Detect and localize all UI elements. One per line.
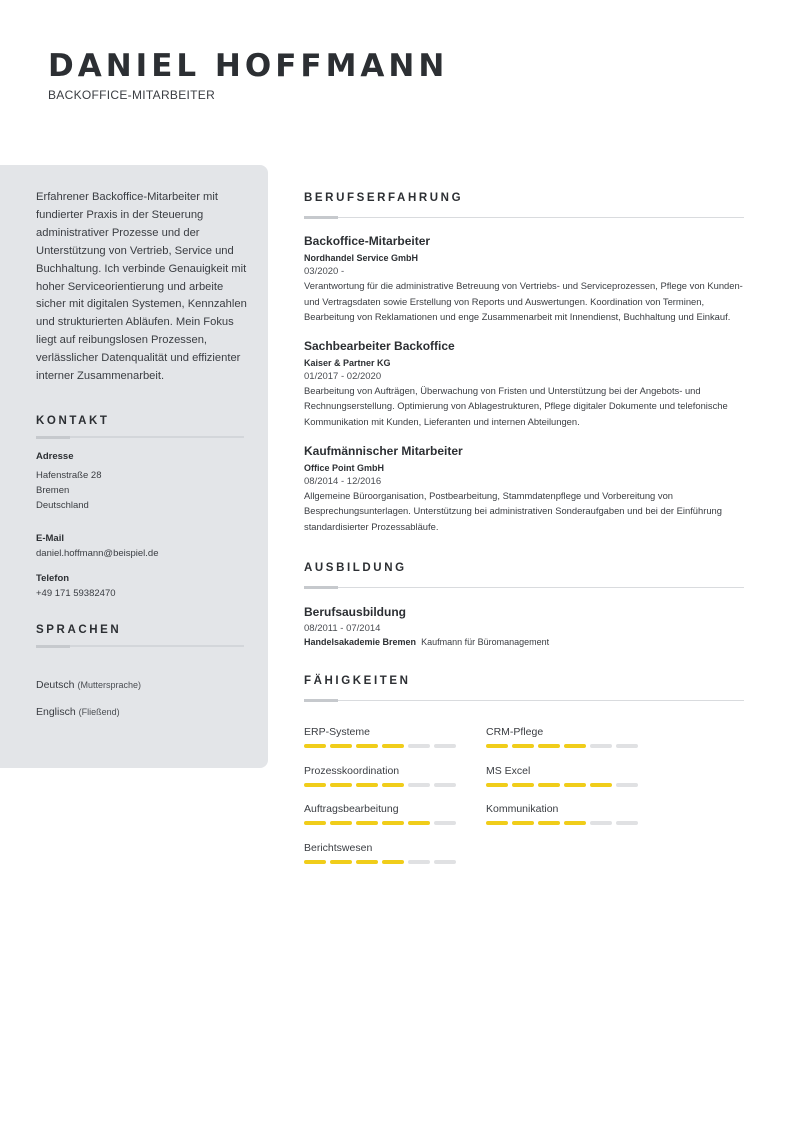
experience-divider	[304, 217, 744, 218]
skill-segment-filled	[538, 783, 560, 787]
skill-level-bar	[304, 860, 464, 864]
contact-heading: KONTAKT	[36, 414, 110, 427]
job-entry	[304, 339, 744, 430]
skill-segment-filled	[512, 744, 534, 748]
skill-segment-filled	[486, 783, 508, 787]
skill-item	[304, 765, 464, 787]
skill-name: CRM-Pflege	[486, 726, 544, 739]
language-item	[36, 706, 244, 718]
skill-segment-filled	[330, 860, 352, 864]
experience-section	[304, 192, 744, 534]
skill-name: Prozesskoordination	[304, 764, 400, 777]
language-level: (Muttersprache)	[77, 679, 141, 690]
education-divider	[304, 587, 744, 588]
skill-segment-filled	[304, 860, 326, 864]
skill-segment-filled	[512, 783, 534, 787]
skill-level-bar	[304, 821, 464, 825]
skill-item	[304, 726, 464, 748]
skill-segment-empty	[408, 783, 430, 787]
experience-heading: BERUFSERFAHRUNG	[304, 192, 464, 204]
skill-segment-empty	[590, 744, 612, 748]
education-section	[304, 562, 744, 647]
skill-segment-filled	[564, 744, 586, 748]
job-description: Allgemeine Büroorganisation, Postbearbeitung, Stammdatenpflege und Vorbereitung von Besprechungsunterlagen. Unterstützung bei administrativen Sonderaufgaben und bei der Einführung standardisierter Prozessabläufe.	[304, 489, 722, 532]
skill-segment-empty	[408, 860, 430, 864]
skills-section	[304, 675, 744, 886]
job-entry	[304, 234, 744, 325]
job-entry	[304, 444, 744, 535]
skill-segment-filled	[486, 744, 508, 748]
email-link[interactable]: daniel.hoffmann@beispiel.de	[36, 547, 159, 559]
skill-segment-filled	[304, 821, 326, 825]
main-content	[304, 192, 744, 886]
address-street: Hafenstraße 28	[36, 469, 102, 481]
education-school: Handelsakademie Bremen	[304, 637, 417, 648]
address-country: Deutschland	[36, 499, 89, 511]
skill-name: Kommunikation	[486, 803, 559, 816]
skill-segment-filled	[538, 744, 560, 748]
skill-segment-filled	[590, 783, 612, 787]
education-title: Berufsausbildung	[304, 605, 407, 620]
contact-section	[36, 415, 244, 601]
skill-segment-filled	[382, 821, 404, 825]
skill-segment-empty	[616, 821, 638, 825]
skill-name: MS Excel	[486, 764, 531, 777]
skill-name: Berichtswesen	[304, 841, 373, 854]
job-company: Office Point GmbH	[304, 462, 385, 473]
skill-segment-empty	[590, 821, 612, 825]
skill-segment-filled	[564, 821, 586, 825]
language-name: Englisch	[36, 705, 76, 718]
skill-segment-empty	[616, 744, 638, 748]
job-company: Kaiser & Partner KG	[304, 357, 391, 368]
phone-label: Telefon	[36, 572, 70, 584]
skill-item	[486, 765, 646, 787]
skill-segment-filled	[408, 821, 430, 825]
sidebar	[0, 165, 268, 768]
address-label: Adresse	[36, 450, 74, 462]
education-degree: Kaufmann für Büromanagement	[421, 637, 550, 648]
skill-item	[486, 803, 646, 825]
job-company: Nordhandel Service GmbH	[304, 253, 419, 263]
language-name: Deutsch	[36, 678, 75, 691]
skill-level-bar	[486, 783, 646, 787]
skill-level-bar	[304, 783, 464, 787]
email-label: E-Mail	[36, 532, 64, 544]
skill-segment-filled	[564, 783, 586, 787]
skill-segment-filled	[356, 860, 378, 864]
address-city: Bremen	[36, 484, 70, 496]
language-item	[36, 679, 244, 691]
skill-segment-empty	[408, 744, 430, 748]
education-heading: AUSBILDUNG	[304, 562, 407, 575]
skill-item	[304, 803, 464, 825]
job-description: Bearbeitung von Aufträgen, Überwachung von Fristen und Unterstützung bei der Angebots- und Rechnungserstellung. Optimierung von Ablagestrukturen, Pflege digitaler Dokumente und telefonische Kommunikation mit Kunden, Lieferanten und internen Abteilungen.	[304, 384, 728, 427]
phone-number: +49 171 59382470	[36, 587, 116, 599]
job-description: Verantwortung für die administrative Betreuung von Vertriebs- und Serviceprozessen, Pflege von Kunden- und Vertragsdaten sowie Erstellung von Reports und Auswertungen. Koordination von Terminen, Bearbeitung von Reklamationen und enge Zusammenarbeit mit Innendienst, Buchhaltung und Einkauf.	[304, 280, 743, 323]
skill-segment-filled	[486, 821, 508, 825]
skill-segment-filled	[330, 821, 352, 825]
skill-segment-empty	[434, 744, 456, 748]
skills-divider	[304, 700, 744, 701]
skill-segment-filled	[538, 821, 560, 825]
skill-level-bar	[304, 744, 464, 748]
skill-level-bar	[486, 744, 646, 748]
skill-segment-filled	[382, 783, 404, 787]
skill-segment-filled	[330, 783, 352, 787]
skill-segment-filled	[356, 744, 378, 748]
skill-segment-filled	[304, 783, 326, 787]
languages-section	[36, 624, 244, 718]
skills-grid	[304, 726, 744, 886]
contact-divider	[36, 436, 244, 438]
job-role: Kaufmännischer Mitarbeiter	[304, 443, 463, 458]
skill-segment-empty	[434, 783, 456, 787]
skills-heading: FÄHIGKEITEN	[304, 675, 411, 688]
person-name: DANIEL HOFFMANN	[48, 48, 449, 84]
skill-segment-filled	[382, 744, 404, 748]
job-role: Sachbearbeiter Backoffice	[304, 338, 455, 353]
skill-name: ERP-Systeme	[304, 726, 370, 739]
education-details	[304, 637, 744, 647]
skill-segment-filled	[382, 860, 404, 864]
skill-segment-filled	[356, 783, 378, 787]
person-title: BACKOFFICE-MITARBEITER	[48, 88, 216, 102]
education-dates: 08/2011 - 07/2014	[304, 623, 381, 635]
profile-summary: Erfahrener Backoffice-Mitarbeiter mit fundierter Praxis in der Steuerung administrativer Prozesse und der Unterstützung von Vertrieb, Service und Buchhaltung. Ich verbinde Genauigkeit mit hoher Serviceorientierung und arbeite sicher mit digitalen Systemen, Kennzahlen und strukturierten Abläufen. Mein Fokus liegt auf reibungslosen Prozessen, verlässlicher Datenqualität und effizienter interner Zusammenarbeit.	[36, 191, 247, 383]
job-dates: 01/2017 - 02/2020	[304, 370, 382, 382]
skill-segment-empty	[434, 821, 456, 825]
resume-header	[48, 48, 448, 102]
skill-segment-filled	[330, 744, 352, 748]
skill-item	[304, 842, 464, 864]
languages-divider	[36, 645, 244, 647]
skill-segment-empty	[616, 783, 638, 787]
job-role: Backoffice-Mitarbeiter	[304, 234, 431, 248]
skill-segment-empty	[434, 860, 456, 864]
language-level: (Fließend)	[78, 706, 120, 717]
skill-segment-filled	[512, 821, 534, 825]
skill-segment-filled	[356, 821, 378, 825]
job-dates: 08/2014 - 12/2016	[304, 475, 382, 487]
languages-heading: SPRACHEN	[36, 623, 122, 636]
skill-item	[486, 726, 646, 748]
skill-level-bar	[486, 821, 646, 825]
job-dates: 03/2020 -	[304, 266, 345, 277]
skill-segment-filled	[304, 744, 326, 748]
skill-name: Auftragsbearbeitung	[304, 803, 399, 816]
